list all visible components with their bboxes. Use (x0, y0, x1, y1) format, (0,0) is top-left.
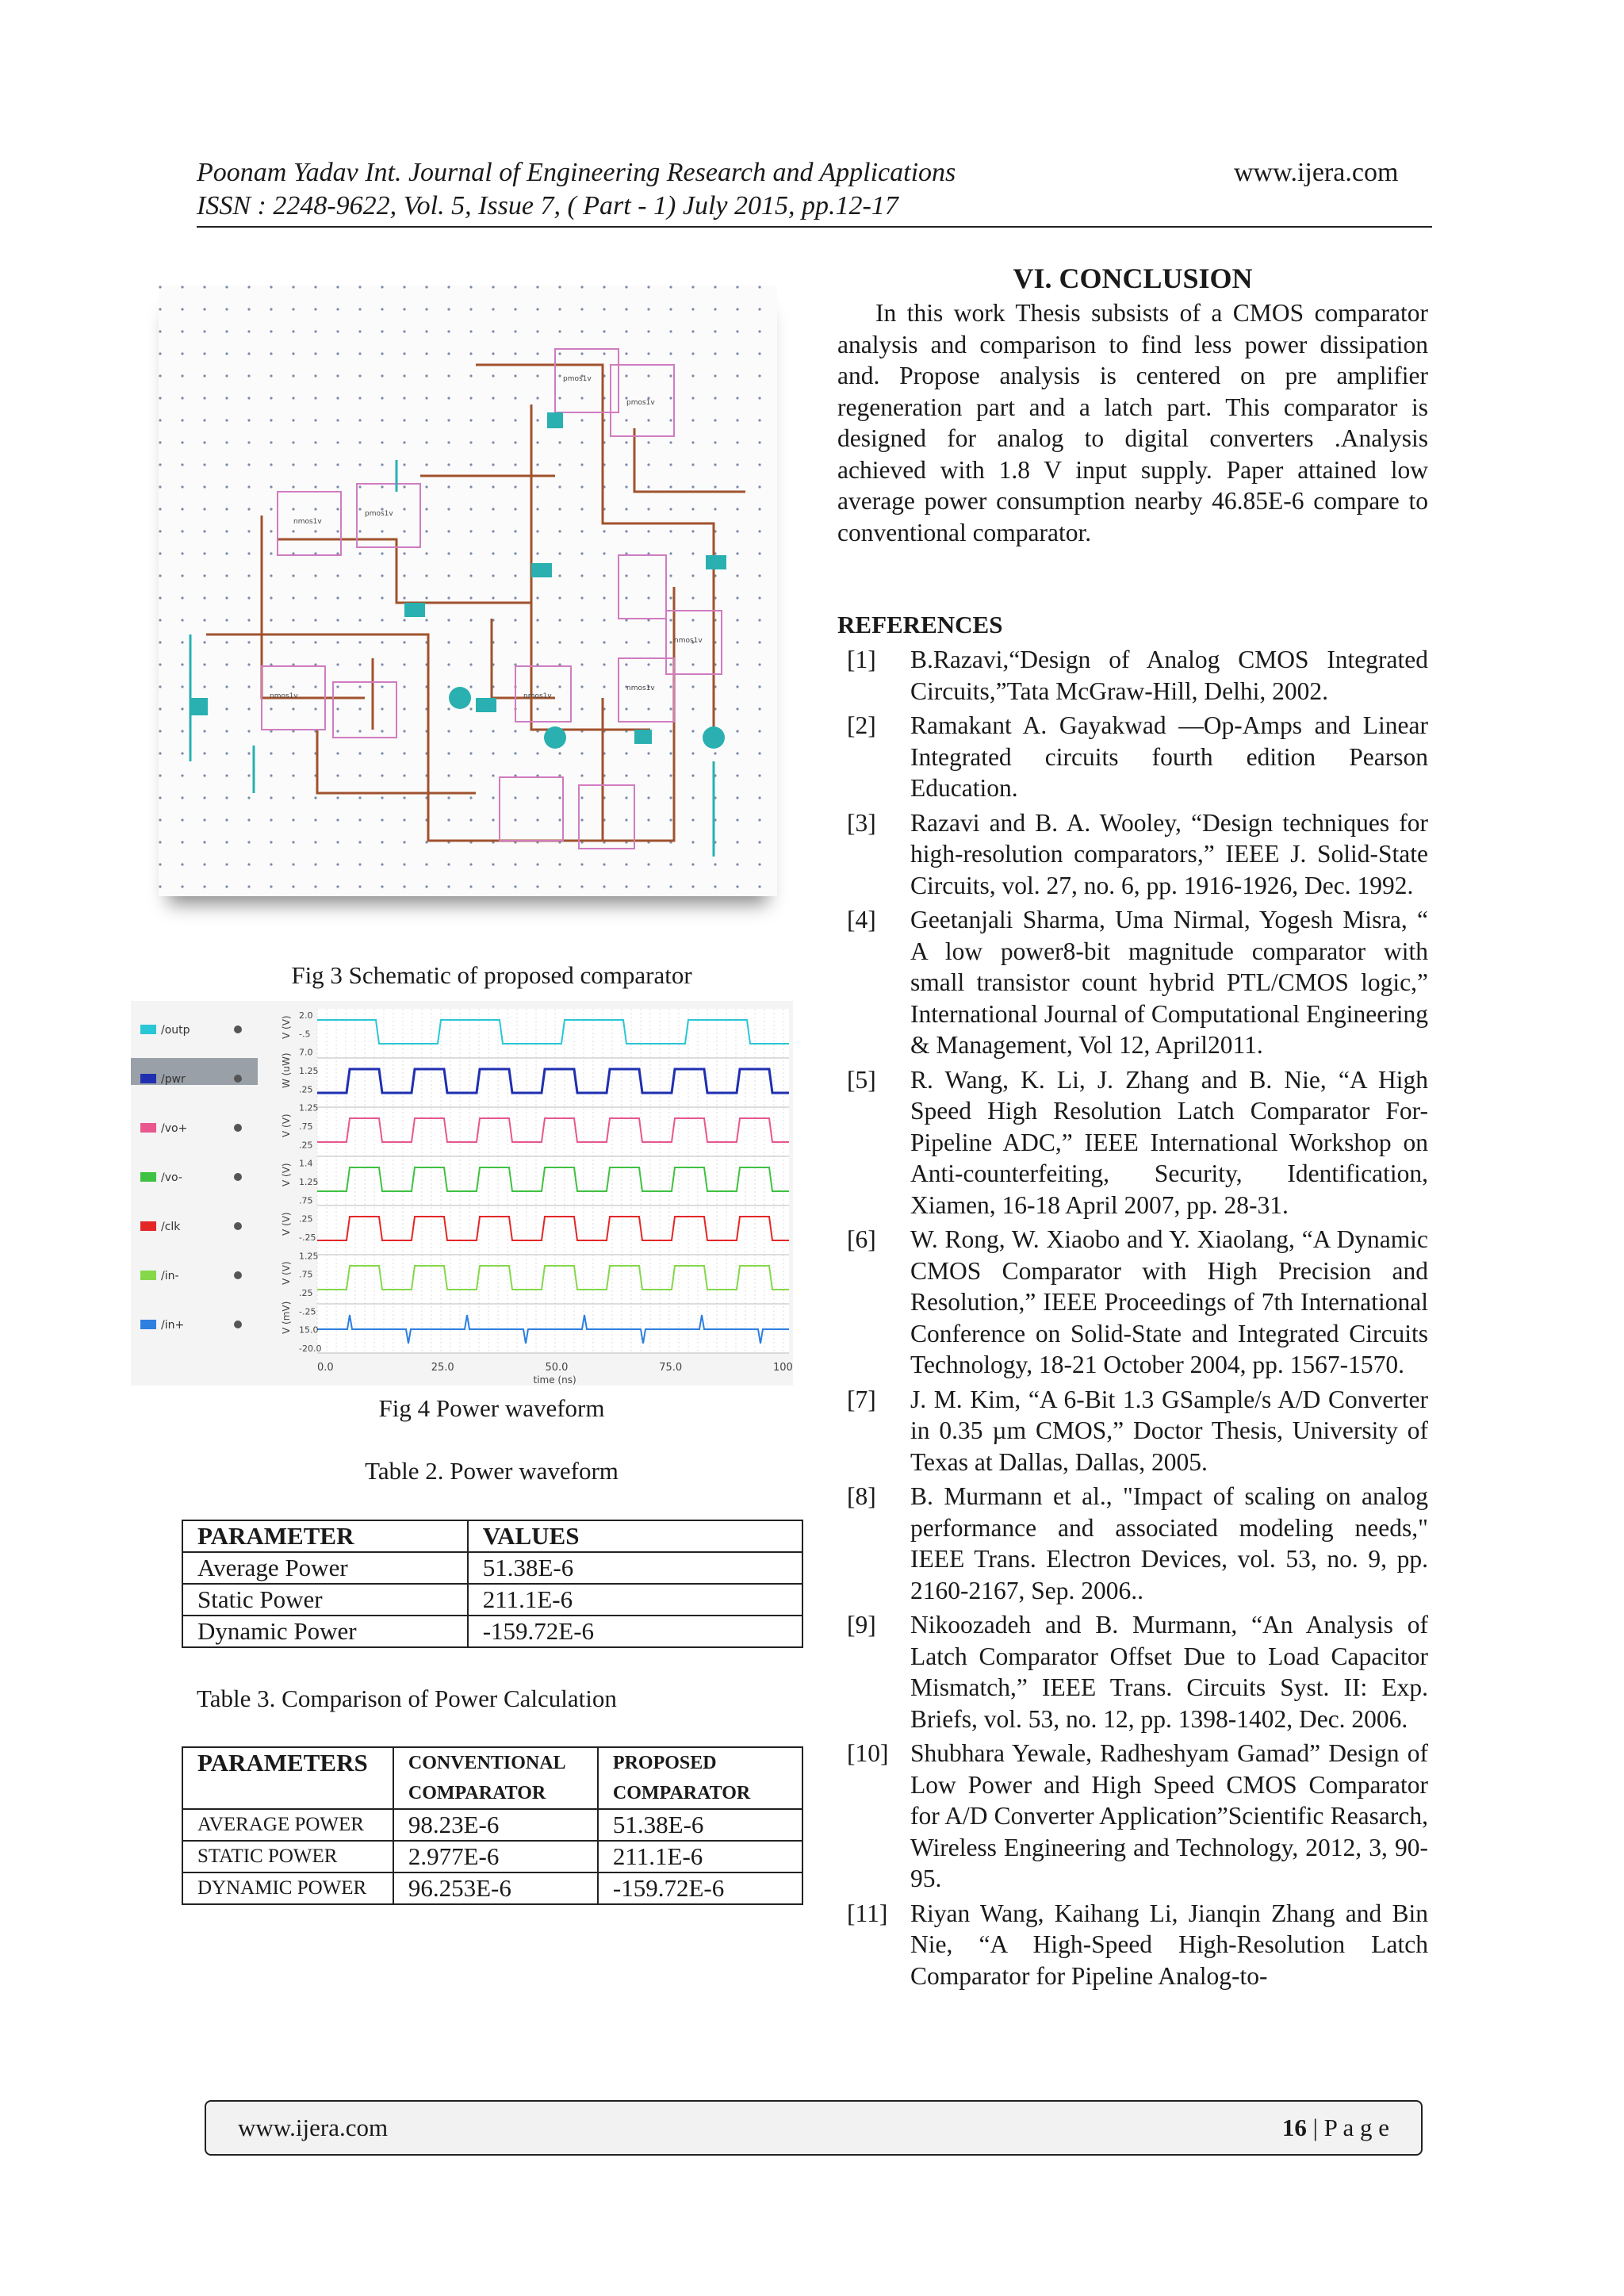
reference-text: Nikoozadeh and B. Murmann, “An Analysis of Latch Comparator Offset Due to Load Capacitor Mismatch,” IEEE Trans. Circuits Syst. II: Exp. Briefs, vol. 53, no. 12, pp. 1398-1402, Dec. 2006. (910, 1611, 1428, 1733)
reference-number: [10] (847, 1739, 889, 1767)
x-tick-label: 25.0 (431, 1362, 454, 1374)
x-tick-label: 50.0 (545, 1362, 569, 1374)
table3 (182, 1746, 803, 1905)
reference-text: Geetanjali Sharma, Uma Nirmal, Yogesh Misra, “ A low power8-bit magnitude comparator with small transistor count hybrid PTL/CMOS logic,” International Journal of Computational Engineering & Management, Vol 12, April2011. (910, 906, 1428, 1059)
signal-visibility-icon (234, 1025, 242, 1033)
table-row (182, 1841, 802, 1872)
table-cell: DYNAMIC POWER (182, 1872, 393, 1904)
reference-number: [7] (847, 1385, 876, 1413)
signal-legend-swatch (140, 1123, 156, 1133)
header-url[interactable]: www.ijera.com (1234, 158, 1399, 187)
conclusion-text: In this work Thesis subsists of a CMOS comparator analysis and comparison to find less power dissipation and. Propose analysis is centered on pre amplifier regeneration part and a latch part. This comparator is designed for analog to digital converters .Analysis achieved with 1.8 V input supply. Paper attained low average power consumption nearby 46.85E-6 compare to conventional comparator. (837, 299, 1428, 546)
table-cell: 51.38E-6 (468, 1552, 802, 1584)
footer-page (1282, 2114, 1389, 2142)
signal-legend-label: /pwr (161, 1073, 186, 1086)
table-row (182, 1616, 802, 1647)
page-number: 16 (1281, 2114, 1307, 2141)
reference-number: [9] (847, 1611, 876, 1639)
reference-text: Shubhara Yewale, Radheshyam Gamad” Design of Low Power and High Speed CMOS Comparator for A/D Converter Application”Scientific Reasarch, Wireless Engineering and Technology, 2012, 3, 90-95. (910, 1739, 1428, 1892)
svg-text:pmos1v: pmos1v (365, 510, 393, 518)
signal-unit-label: V (V) (281, 1261, 292, 1285)
reference-text: Ramakant A. Gayakwad —Op-Amps and Linear Integrated circuits fourth edition Pearson Education. (910, 711, 1428, 802)
reference-item (837, 1609, 1428, 1734)
reference-number: [4] (847, 906, 876, 933)
schematic-image (159, 286, 777, 896)
reference-item (837, 904, 1428, 1061)
y-tick-label: 15.0 (299, 1324, 319, 1336)
signal-legend-swatch (140, 1271, 156, 1280)
table-row (182, 1809, 802, 1841)
reference-text: R. Wang, K. Li, J. Zhang and B. Nie, “A High Speed High Resolution Latch Comparator For-Pipeline ADC,” IEEE International Workshop on Anti-counterfeiting, Security, Identification, Xiamen, 16-18 April 2007, pp. 28-31. (910, 1065, 1428, 1219)
signal-visibility-icon (234, 1075, 242, 1083)
svg-text:nmos1v: nmos1v (674, 637, 703, 645)
reference-number: [6] (847, 1225, 876, 1253)
reference-item (837, 1898, 1428, 1992)
page-label: | P a g e (1306, 2114, 1389, 2141)
signal-legend-swatch (140, 1074, 156, 1083)
reference-text: Razavi and B. A. Wooley, “Design techniques for high-resolution comparators,” IEEE J. Solid-State Circuits, vol. 27, no. 6, pp. 1916-1926, Dec. 1992. (910, 808, 1428, 899)
reference-text: B. Murmann et al., "Impact of scaling on analog performance and associated modeling needs," IEEE Trans. Electron Devices, vol. 53, no. 9, pp. 2160-2167, Sep. 2006.. (910, 1482, 1428, 1604)
signal-legend-label: /vo- (161, 1171, 182, 1184)
references-heading: REFERENCES (837, 611, 1003, 638)
table-header-cell: VALUES (468, 1520, 802, 1552)
signal-legend-swatch (140, 1221, 156, 1231)
y-tick-label: 7.0 (299, 1047, 313, 1058)
waveform-plot (131, 1001, 793, 1386)
table-cell: 211.1E-6 (598, 1841, 802, 1872)
svg-text:pmos1v: pmos1v (563, 375, 592, 383)
signal-legend-label: /vo+ (161, 1122, 188, 1135)
footer-url[interactable]: www.ijera.com (238, 2114, 389, 2141)
svg-text:pmos1v: pmos1v (626, 399, 655, 407)
references-list (837, 644, 1428, 1995)
table-cell: Average Power (182, 1552, 468, 1584)
table-header-row (182, 1747, 802, 1809)
x-axis-label: time (ns) (533, 1374, 576, 1386)
y-tick-label: .25 (299, 1213, 313, 1225)
signal-visibility-icon (234, 1124, 242, 1132)
signal-visibility-icon (234, 1271, 242, 1279)
y-tick-label: .75 (299, 1195, 313, 1206)
y-tick-label: 1.25 (299, 1177, 319, 1187)
y-tick-label: 1.25 (299, 1251, 319, 1262)
table-header-cell: PARAMETERS (182, 1747, 393, 1809)
signal-legend-swatch (140, 1025, 156, 1034)
table-header-cell: CONVENTIONAL COMPARATOR (393, 1747, 598, 1809)
y-tick-label: 1.25 (299, 1066, 319, 1076)
fig3-caption: Fig 3 Schematic of proposed comparator (291, 961, 692, 989)
reference-item (837, 1481, 1428, 1606)
table-row (182, 1872, 802, 1904)
signal-legend-label: /in- (161, 1270, 179, 1282)
signal-visibility-icon (234, 1320, 242, 1328)
signal-unit-label: V (V) (281, 1212, 292, 1236)
table2 (182, 1520, 803, 1648)
table-header-cell: PARAMETER (182, 1520, 468, 1552)
table-header-cell: PROPOSED COMPARATOR (598, 1747, 802, 1809)
reference-number: [3] (847, 808, 876, 837)
reference-text: J. M. Kim, “A 6-Bit 1.3 GSample/s A/D Converter in 0.35 µm CMOS,” Doctor Thesis, University of Texas at Dallas, Dallas, 2005. (910, 1385, 1428, 1476)
table-row (182, 1584, 802, 1616)
table-header-row (182, 1520, 802, 1552)
reference-number: [1] (847, 646, 876, 673)
table-cell: Dynamic Power (182, 1616, 468, 1647)
header-journal: Poonam Yadav Int. Journal of Engineering Research and Applications (197, 158, 956, 187)
svg-text:nmos1v: nmos1v (270, 692, 298, 700)
reference-text: B.Razavi,“Design of Analog CMOS Integrated Circuits,”Tata McGraw-Hill, Delhi, 2002. (910, 646, 1428, 705)
signal-legend-label: /outp (161, 1024, 190, 1037)
svg-text:nmos1v: nmos1v (626, 684, 655, 692)
reference-item (837, 644, 1428, 707)
x-tick-label: 75.0 (659, 1362, 683, 1374)
y-tick-label: -.25 (299, 1306, 316, 1317)
table-cell: 2.977E-6 (393, 1841, 598, 1872)
svg-text:nmos1v: nmos1v (523, 692, 552, 700)
signal-legend-label: /clk (161, 1221, 181, 1233)
signal-legend-swatch (140, 1172, 156, 1182)
y-tick-label: 2.0 (299, 1010, 313, 1021)
plot-area (317, 1009, 789, 1353)
page-footer (205, 2100, 1423, 2156)
y-tick-label: .25 (299, 1084, 313, 1095)
reference-text: W. Rong, W. Xiaobo and Y. Xiaolang, “A Dynamic CMOS Comparator with High Precision and Resolution,” IEEE Proceedings of 7th International Conference on Solid-State and Integrated Circuits Technology, 18-21 October 2004, pp. 1567-1570. (910, 1225, 1428, 1378)
y-tick-label: .25 (299, 1140, 313, 1151)
signal-visibility-icon (234, 1222, 242, 1230)
y-tick-label: 1.25 (299, 1102, 319, 1114)
y-tick-label: -20.0 (299, 1343, 322, 1354)
signal-unit-label: V (V) (281, 1114, 292, 1137)
y-tick-label: .75 (299, 1121, 313, 1132)
conclusion-heading: VI. CONCLUSION (1013, 263, 1253, 294)
reference-number: [11] (847, 1899, 888, 1927)
reference-number: [2] (847, 711, 876, 739)
table-cell: -159.72E-6 (468, 1616, 802, 1647)
header-issn: ISSN : 2248-9622, Vol. 5, Issue 7, ( Part - 1) July 2015, pp.12-17 (197, 191, 898, 220)
signal-unit-label: W (uW) (281, 1052, 292, 1088)
y-tick-label: .25 (299, 1288, 313, 1298)
reference-item (837, 710, 1428, 804)
reference-number: [5] (847, 1065, 876, 1094)
reference-item (837, 807, 1428, 902)
table3-title: Table 3. Comparison of Power Calculation (197, 1685, 617, 1712)
schematic-figure (159, 286, 777, 896)
fig4-caption: Fig 4 Power waveform (378, 1394, 605, 1422)
y-tick-label: -.5 (299, 1029, 311, 1040)
signal-legend-label: /in+ (161, 1319, 185, 1332)
x-tick-label: 0.0 (317, 1362, 334, 1374)
table2-title: Table 2. Power waveform (365, 1457, 619, 1485)
reference-item (837, 1738, 1428, 1895)
table-cell: AVERAGE POWER (182, 1809, 393, 1841)
signal-unit-label: V (V) (281, 1015, 292, 1039)
reference-item (837, 1064, 1428, 1221)
signal-visibility-icon (234, 1173, 242, 1181)
waveform-figure (131, 1001, 793, 1386)
table-cell: 51.38E-6 (598, 1809, 802, 1841)
y-tick-label: 1.4 (299, 1158, 313, 1169)
svg-text:nmos1v: nmos1v (293, 518, 322, 526)
reference-item (837, 1384, 1428, 1478)
signal-unit-label: V (V) (281, 1163, 292, 1186)
signal-unit-label: V (mV) (281, 1301, 292, 1334)
reference-number: [8] (847, 1482, 876, 1510)
y-tick-label: .75 (299, 1269, 313, 1280)
header-rule (197, 226, 1432, 228)
table-row (182, 1552, 802, 1584)
table-cell: STATIC POWER (182, 1841, 393, 1872)
x-tick-label: 100 (773, 1362, 793, 1374)
table-cell: -159.72E-6 (598, 1872, 802, 1904)
table-cell: 98.23E-6 (393, 1809, 598, 1841)
reference-text: Riyan Wang, Kaihang Li, Jianqin Zhang and Bin Nie, “A High-Speed High-Resolution Latch Comparator for Pipeline Analog-to- (910, 1899, 1428, 1990)
y-tick-label: -.25 (299, 1232, 316, 1243)
reference-item (837, 1224, 1428, 1381)
table-cell: Static Power (182, 1584, 468, 1616)
table-cell: 211.1E-6 (468, 1584, 802, 1616)
table-cell: 96.253E-6 (393, 1872, 598, 1904)
signal-legend-swatch (140, 1320, 156, 1329)
